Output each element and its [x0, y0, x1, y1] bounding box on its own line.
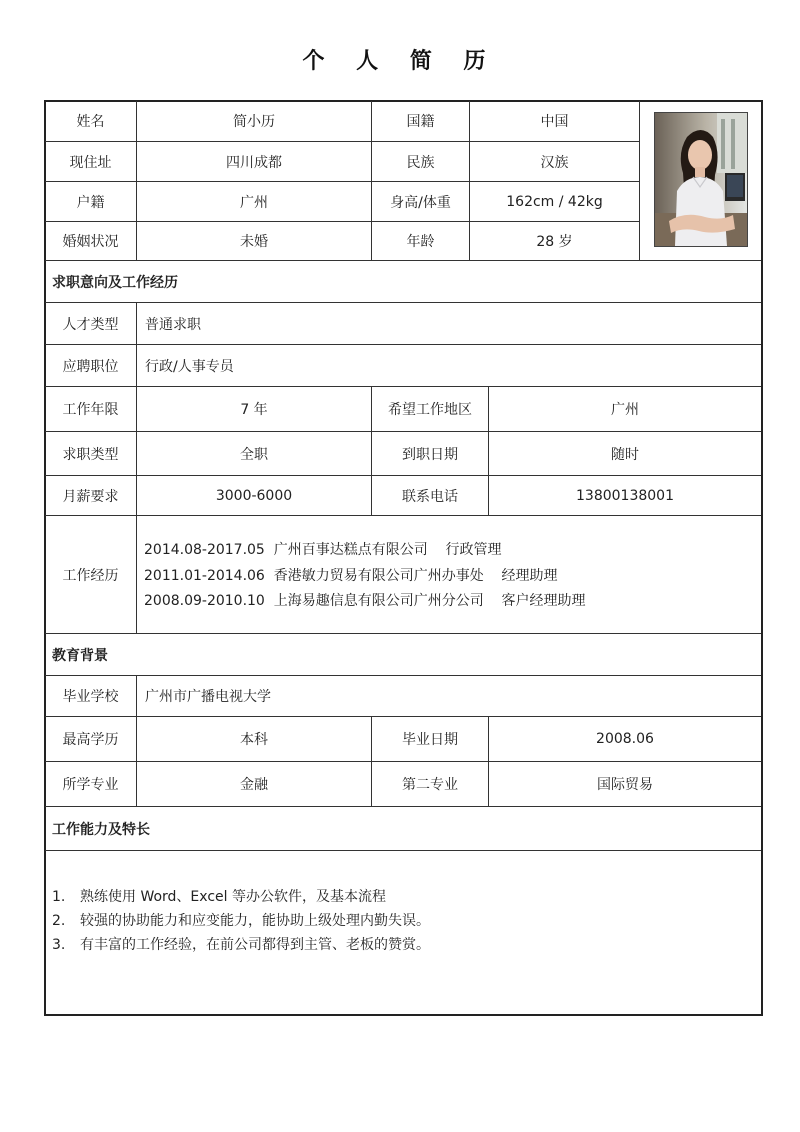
job-type-value: 全职	[240, 446, 268, 463]
years-label: 工作年限	[62, 402, 119, 418]
experience-item: 2011.01-2014.06 香港敏力贸易有限公司广州办事处 经理助理	[144, 567, 558, 584]
age-label: 年龄	[406, 234, 435, 250]
list-item	[52, 933, 430, 957]
job-type-label: 求职类型	[62, 446, 119, 463]
list-text: 有丰富的工作经验，在前公司都得到主管、老板的赞赏。	[80, 937, 430, 953]
phone-label: 联系电话	[402, 488, 458, 505]
divider	[45, 850, 761, 851]
salary-value: 3000-6000	[215, 487, 293, 504]
ethnicity-label: 民族	[406, 154, 435, 171]
experience-item: 2008.09-2010.10 上海易趣信息有限公司广州分公司 客户经理助理	[144, 593, 586, 609]
height-weight-label: 身高/体重	[390, 194, 451, 211]
salary-label: 月薪要求	[62, 488, 119, 505]
position-label: 应聘职位	[62, 358, 119, 375]
second-major-label: 第二专业	[402, 777, 458, 793]
experience-label: 工作经历	[62, 567, 119, 584]
profile-photo	[654, 112, 748, 247]
height-weight-value: 162cm / 42kg	[506, 193, 603, 210]
job-section-title: 求职意向及工作经历	[52, 274, 178, 291]
list-number: 3.	[52, 937, 66, 953]
list-item	[52, 885, 430, 909]
age-value: 28 岁	[536, 234, 573, 250]
grad-date-label: 毕业日期	[402, 732, 458, 748]
list-item	[52, 909, 430, 933]
residence-value: 四川成都	[226, 154, 282, 171]
major-value: 金融	[240, 777, 268, 793]
page-title: 个 人 简 历	[302, 49, 498, 74]
skills-list	[52, 885, 430, 957]
location-label: 希望工作地区	[388, 402, 472, 418]
location-value: 广州	[611, 402, 639, 418]
position-value: 行政/人事专员	[145, 358, 234, 375]
grad-date-value: 2008.06	[596, 731, 654, 747]
talent-type-label: 人才类型	[62, 316, 119, 333]
school-label: 毕业学校	[62, 689, 119, 705]
major-label: 所学专业	[62, 777, 119, 793]
residence-label: 现住址	[69, 154, 112, 171]
marital-label: 婚姻状况	[62, 234, 119, 250]
ethnicity-value: 汉族	[540, 154, 569, 171]
second-major-value: 国际贸易	[597, 777, 653, 793]
phone-value: 13800138001	[576, 487, 674, 504]
degree-value: 本科	[240, 732, 268, 748]
list-number: 2.	[52, 913, 66, 929]
talent-type-value: 普通求职	[145, 316, 201, 333]
nationality-value: 中国	[540, 114, 569, 130]
education-section-title: 教育背景	[52, 647, 108, 664]
degree-label: 最高学历	[62, 732, 119, 748]
skills-section-title: 工作能力及特长	[52, 821, 150, 838]
list-text: 较强的协助能力和应变能力，能协助上级处理内勤失误。	[80, 913, 430, 929]
school-value: 广州市广播电视大学	[145, 689, 271, 705]
years-value: 7 年	[240, 402, 268, 418]
name-value: 简小历	[233, 114, 275, 130]
divider	[45, 515, 761, 516]
nationality-label: 国籍	[406, 114, 435, 130]
list-text: 熟练使用 Word、Excel 等办公软件，及基本流程	[80, 889, 386, 905]
marital-value: 未婚	[240, 234, 268, 250]
list-number: 1.	[52, 889, 66, 905]
name-label: 姓名	[76, 114, 105, 130]
start-date-label: 到职日期	[402, 446, 458, 463]
hukou-value: 广州	[240, 194, 268, 211]
hukou-label: 户籍	[76, 194, 105, 211]
divider	[639, 101, 640, 261]
experience-item: 2014.08-2017.05 广州百事达糕点有限公司 行政管理	[144, 542, 502, 558]
experience-list	[144, 538, 586, 615]
start-date-value: 随时	[611, 446, 639, 463]
